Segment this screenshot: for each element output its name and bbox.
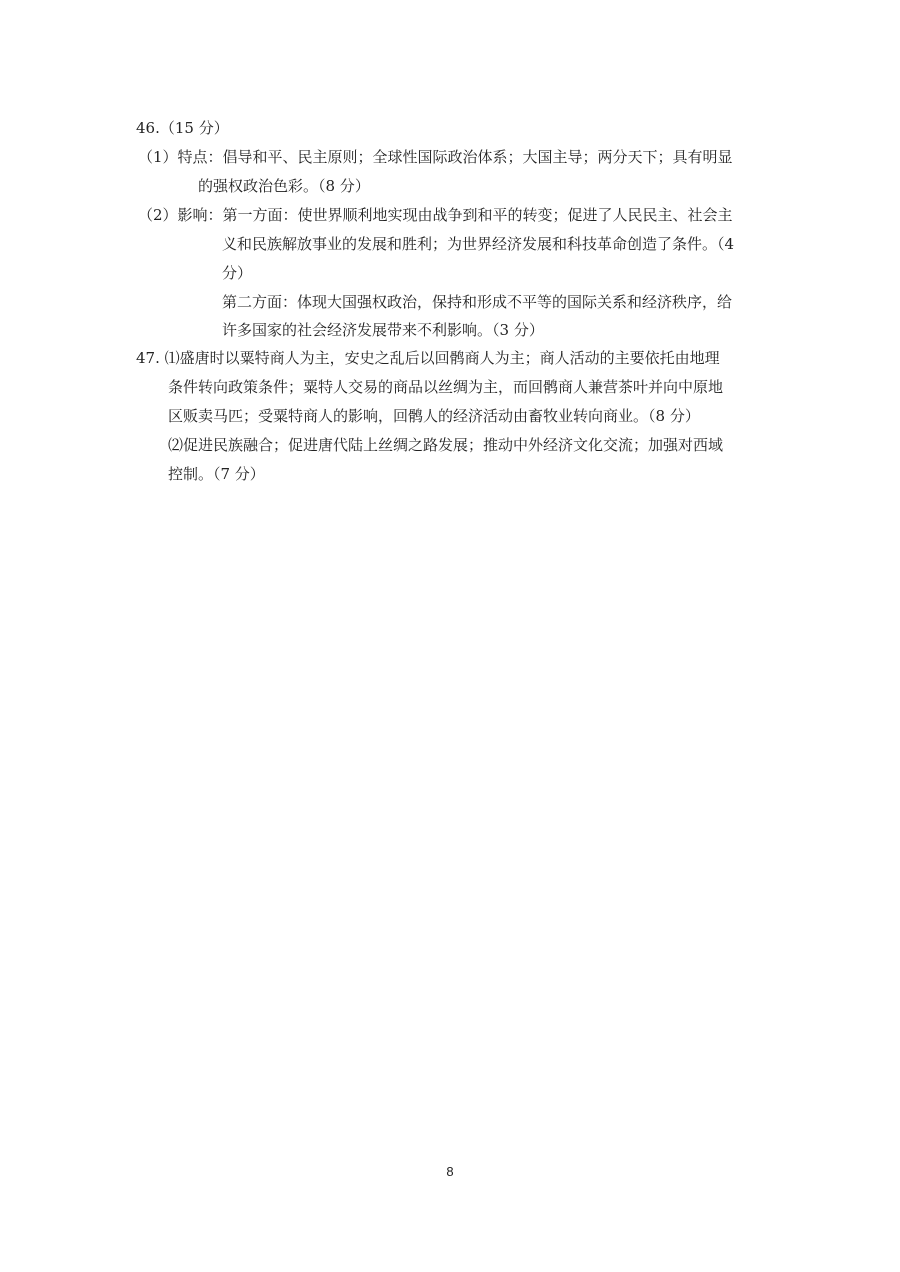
q46-part2-line5: 许多国家的社会经济发展带来不利影响。（3 分） xyxy=(222,321,544,339)
q47-part2-line2: 控制。（7 分） xyxy=(168,465,265,483)
q46-part2-line3: 分） xyxy=(222,264,253,282)
q46-part2-line2: 义和民族解放事业的发展和胜利；为世界经济发展和科技革命创造了条件。（4 xyxy=(222,235,735,253)
q47-part1-line2: 条件转向政策条件；粟特人交易的商品以丝绸为主，而回鹘商人兼营茶叶并向中原地 xyxy=(168,378,724,396)
page-number: 8 xyxy=(446,1164,454,1179)
q46-part1-line2: 的强权政治色彩。（8 分） xyxy=(198,177,370,195)
q46-part2-line1: （2）影响：第一方面：使世界顺利地实现由战争到和平的转变；促进了人民民主、社会主 xyxy=(138,206,733,224)
q47-part2-line1: ⑵促进民族融合；促进唐代陆上丝绸之路发展；推动中外经济文化交流；加强对西域 xyxy=(168,436,724,454)
q46-part2-line4: 第二方面：体现大国强权政治，保持和形成不平等的国际关系和经济秩序，给 xyxy=(222,293,733,311)
q46-header: 46.（15 分） xyxy=(136,119,229,137)
q47-part1-line3: 区贩卖马匹；受粟特商人的影响，回鹘人的经济活动由畜牧业转向商业。（8 分） xyxy=(168,407,700,425)
q47-part1-line1: 47. ⑴盛唐时以粟特商人为主，安史之乱后以回鹘商人为主；商人活动的主要依托由地理 xyxy=(136,349,720,367)
q46-part1-line1: （1）特点：倡导和平、民主原则；全球性国际政治体系；大国主导；两分天下；具有明显 xyxy=(138,148,733,166)
